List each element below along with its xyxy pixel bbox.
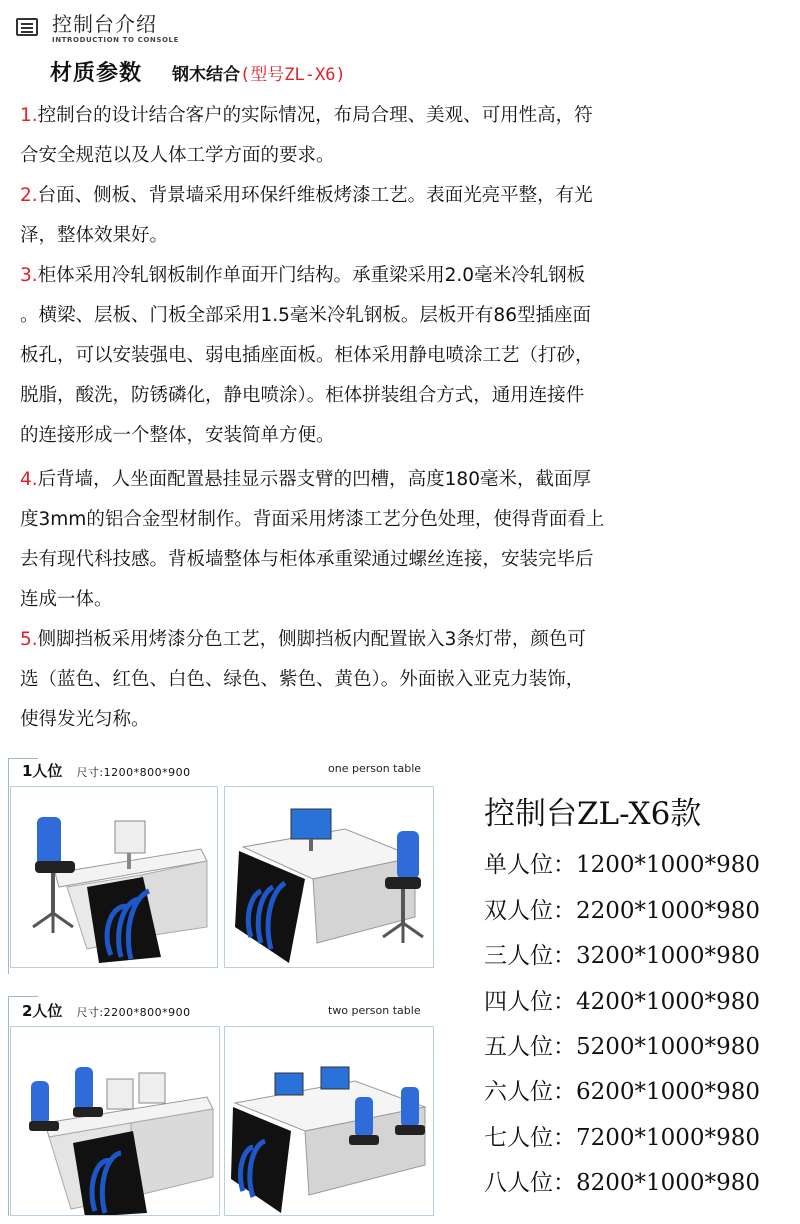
paragraph-line: 泽，整体效果好。 — [20, 225, 169, 246]
spec-item-3: 三人位：3200*1000*980 — [484, 943, 760, 969]
console-image-front-2 — [10, 1026, 220, 1216]
document-icon — [16, 18, 38, 36]
paragraph-2 — [20, 176, 780, 256]
paragraph-line: 后背墙，人坐面配置悬挂显示器支臂的凹槽，高度180毫米，截面厚 — [37, 469, 591, 490]
paragraph-number: 4. — [20, 469, 38, 490]
section-header — [12, 8, 412, 44]
spec-item-8: 八人位：8200*1000*980 — [484, 1170, 760, 1196]
product-seats: 1人位 — [22, 762, 63, 780]
paragraph-number: 1. — [20, 105, 38, 126]
paragraph-line: 脱脂，酸洗，防锈磷化，静电喷涂）。柜体拼装组合方式，通用连接件 — [20, 385, 585, 406]
paragraph-line: 柜体采用冷轧钢板制作单面开门结构。承重梁采用2.0毫米冷轧钢板 — [37, 265, 586, 286]
paragraph-3 — [20, 256, 780, 456]
product-size: 尺寸:1200*800*900 — [76, 766, 191, 779]
product-label-1 — [22, 760, 191, 781]
paragraph-line: 台面、侧板、背景墙采用环保纤维板烤漆工艺。表面光亮平整，有光 — [37, 185, 593, 206]
paragraph-line: 侧脚挡板采用烤漆分色工艺，侧脚挡板内配置嵌入3条灯带，颜色可 — [37, 629, 586, 650]
paragraph-line: 度3mm的铝合金型材制作。背面采用烤漆工艺分色处理，使得背面看上 — [20, 509, 605, 530]
paragraph-line: 控制台的设计结合客户的实际情况，布局合理、美观、可用性高，符 — [37, 105, 593, 126]
paragraph-number: 3. — [20, 265, 38, 286]
paragraph-line: 使得发光匀称。 — [20, 709, 150, 730]
paragraph-line: 选（蓝色、红色、白色、绿色、紫色、黄色）。外面嵌入亚克力装饰， — [20, 669, 585, 690]
console-image-back — [224, 786, 434, 968]
paragraph-line: 板孔，可以安装强电、弱电插座面板。柜体采用静电喷涂工艺（打砂， — [20, 345, 594, 366]
product-caption: one person table — [328, 762, 422, 775]
material-label: 材质参数 — [50, 61, 143, 86]
model-number: (型号ZL-X6) — [240, 65, 346, 85]
paragraph-1 — [20, 96, 780, 176]
spec-item-2: 双人位：2200*1000*980 — [484, 898, 760, 924]
paragraph-line: 连成一体。 — [20, 589, 113, 610]
paragraph-number: 2. — [20, 185, 38, 206]
header-title: 控制台介绍 — [52, 12, 157, 36]
spec-item-6: 六人位：6200*1000*980 — [484, 1079, 760, 1105]
console-image-back-2 — [224, 1026, 434, 1216]
spec-item-5: 五人位：5200*1000*980 — [484, 1034, 760, 1060]
spec-item-7: 七人位：7200*1000*980 — [484, 1125, 760, 1151]
paragraph-number: 5. — [20, 629, 38, 650]
paragraph-4 — [20, 460, 780, 620]
product-seats: 2人位 — [22, 1002, 63, 1020]
product-size: 尺寸:2200*800*900 — [76, 1006, 191, 1019]
header-subtitle: INTRODUCTION TO CONSOLE — [52, 36, 179, 44]
material-value: 钢木结合 — [172, 65, 241, 85]
paragraph-line: 的连接形成一个整体，安装简单方便。 — [20, 425, 335, 446]
material-line — [50, 56, 346, 87]
spec-title: 控制台ZL-X6款 — [484, 796, 702, 832]
paragraph-line: 。横梁、层板、门板全部采用1.5毫米冷轧钢板。层板开有86型插座面 — [20, 305, 591, 326]
product-label-2 — [22, 1000, 191, 1021]
paragraph-line: 去有现代科技感。背板墙整体与柜体承重梁通过螺丝连接，安装完毕后 — [20, 549, 594, 570]
spec-item-4: 四人位：4200*1000*980 — [484, 989, 760, 1015]
spec-item-1: 单人位：1200*1000*980 — [484, 852, 760, 878]
product-caption: two person table — [328, 1004, 421, 1017]
console-image-front — [10, 786, 218, 968]
paragraph-5 — [20, 620, 780, 740]
paragraph-line: 合安全规范以及人体工学方面的要求。 — [20, 145, 335, 166]
